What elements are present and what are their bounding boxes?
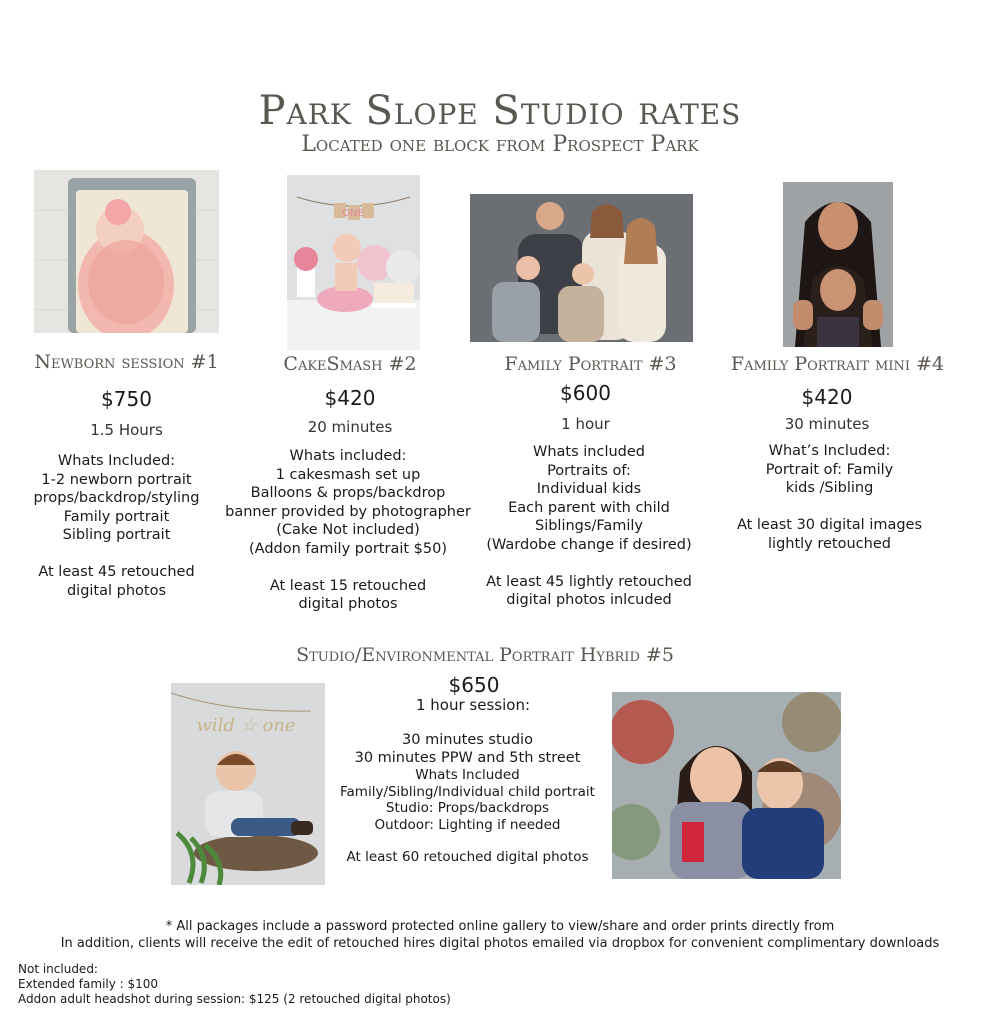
package-3-line: Each parent with child bbox=[508, 499, 670, 516]
not-included-section bbox=[18, 962, 451, 1007]
package-1-line: digital photos bbox=[66, 582, 167, 599]
package-2-line: (Addon family portrait $50) bbox=[249, 540, 447, 557]
package-2-duration: 20 minutes bbox=[307, 418, 393, 436]
package-1-title: Newborn session #1 bbox=[34, 351, 219, 373]
package-1-line: Family portrait bbox=[63, 508, 170, 525]
package-4-line: lightly retouched bbox=[768, 535, 891, 552]
package-3-price: $600 bbox=[560, 381, 611, 405]
wild-one-banner-text: wild ☆ one bbox=[196, 715, 296, 736]
package-3-line bbox=[475, 554, 703, 573]
page-subtitle: Located one block from Prospect Park bbox=[301, 132, 699, 157]
package-5-outdoor-light: Outdoor: Lighting if needed bbox=[374, 816, 561, 833]
package-2-line: Balloons & props/backdrop bbox=[250, 485, 446, 501]
package-5-session: 1 hour session: bbox=[415, 696, 531, 714]
package-4-title: Family Portrait mini #4 bbox=[730, 353, 945, 375]
package-2-line: banner provided by photographer bbox=[225, 503, 471, 520]
package-5-title: Studio/Environmental Portrait Hybrid #5 bbox=[296, 644, 674, 666]
package-3-line: Portraits of: bbox=[547, 462, 631, 479]
package-3-line: digital photos inlcuded bbox=[506, 592, 672, 608]
package-4-line: Portrait of: Family bbox=[765, 461, 894, 478]
footer-notes bbox=[0, 918, 1000, 952]
package-1-line: Whats Included: bbox=[57, 453, 176, 469]
package-3-duration: 1 hour bbox=[561, 415, 610, 433]
package-1-line: Sibling portrait bbox=[62, 527, 171, 543]
package-4-line: What’s Included: bbox=[768, 443, 891, 459]
package-5-price: $650 bbox=[448, 673, 500, 697]
package-3-details bbox=[475, 443, 703, 610]
newborn-photo bbox=[34, 170, 219, 333]
extended-family-price: Extended family : $100 bbox=[18, 977, 159, 991]
package-4-line bbox=[717, 498, 942, 517]
package-4-details bbox=[717, 442, 942, 553]
not-included-label: Not included: bbox=[18, 962, 98, 976]
package-3-line: At least 45 lightly retouched bbox=[486, 573, 692, 590]
package-2-line: At least 15 retouched bbox=[269, 577, 427, 594]
package-5-studio-props: Studio: Props/backdrops bbox=[385, 800, 550, 816]
package-4-line: At least 30 digital images bbox=[736, 517, 923, 533]
package-2-line bbox=[214, 558, 482, 577]
package-5-outdoor: 30 minutes PPW and 5th street bbox=[354, 750, 581, 766]
addon-headshot-price: Addon adult headshot during session: $125 (2 retouched digital photos) bbox=[18, 992, 451, 1006]
package-5-details bbox=[310, 731, 625, 866]
package-5-photos: At least 60 retouched digital photos bbox=[346, 849, 589, 865]
wild-one-photo bbox=[171, 683, 325, 885]
package-1-details bbox=[14, 452, 219, 600]
package-3-line: Individual kids bbox=[536, 481, 642, 497]
package-2-line: (Cake Not included) bbox=[276, 522, 420, 538]
footer-note-1: * All packages include a password protected online gallery to view/share and order prints directly from bbox=[165, 919, 835, 934]
package-3-line: Whats included bbox=[533, 444, 645, 460]
page-title: Park Slope Studio rates bbox=[258, 88, 742, 134]
family-mini-photo bbox=[783, 182, 893, 347]
package-4-line: kids /Sibling bbox=[785, 480, 874, 496]
package-2-line: digital photos bbox=[298, 596, 398, 612]
package-5-portraits: Family/Sibling/Individual child portrait bbox=[340, 783, 595, 800]
package-3-line: Siblings/Family bbox=[535, 518, 643, 534]
package-1-line: props/backdrop/styling bbox=[33, 490, 200, 506]
package-4-duration: 30 minutes bbox=[784, 415, 870, 433]
package-2-line: Whats included: bbox=[289, 448, 407, 464]
package-1-duration: 1.5 Hours bbox=[90, 421, 163, 439]
package-1-line: At least 45 retouched bbox=[38, 564, 195, 580]
package-3-title: Family Portrait #3 bbox=[504, 353, 677, 375]
package-5-included: Whats Included bbox=[415, 767, 520, 783]
package-1-line: 1-2 newborn portrait bbox=[41, 471, 192, 488]
cakesmash-photo bbox=[287, 175, 420, 350]
package-4-price: $420 bbox=[801, 385, 853, 409]
package-3-line: (Wardobe change if desired) bbox=[486, 536, 692, 553]
package-2-price: $420 bbox=[324, 386, 376, 410]
package-2-details bbox=[214, 447, 482, 614]
package-1-price: $750 bbox=[101, 387, 152, 411]
cakesmash-banner-text: ONE bbox=[342, 208, 364, 219]
package-5-studio: 30 minutes studio bbox=[402, 732, 533, 748]
package-1-line bbox=[14, 545, 219, 564]
outdoor-kids-photo bbox=[612, 692, 841, 879]
package-2-title: CakeSmash #2 bbox=[283, 353, 417, 375]
footer-note-2: In addition, clients will receive the edit of retouched hires digital photos emailed via dropbox for convenient complimentary downloads bbox=[60, 936, 940, 951]
family-portrait-photo bbox=[470, 194, 693, 342]
package-2-line: 1 cakesmash set up bbox=[275, 466, 421, 483]
